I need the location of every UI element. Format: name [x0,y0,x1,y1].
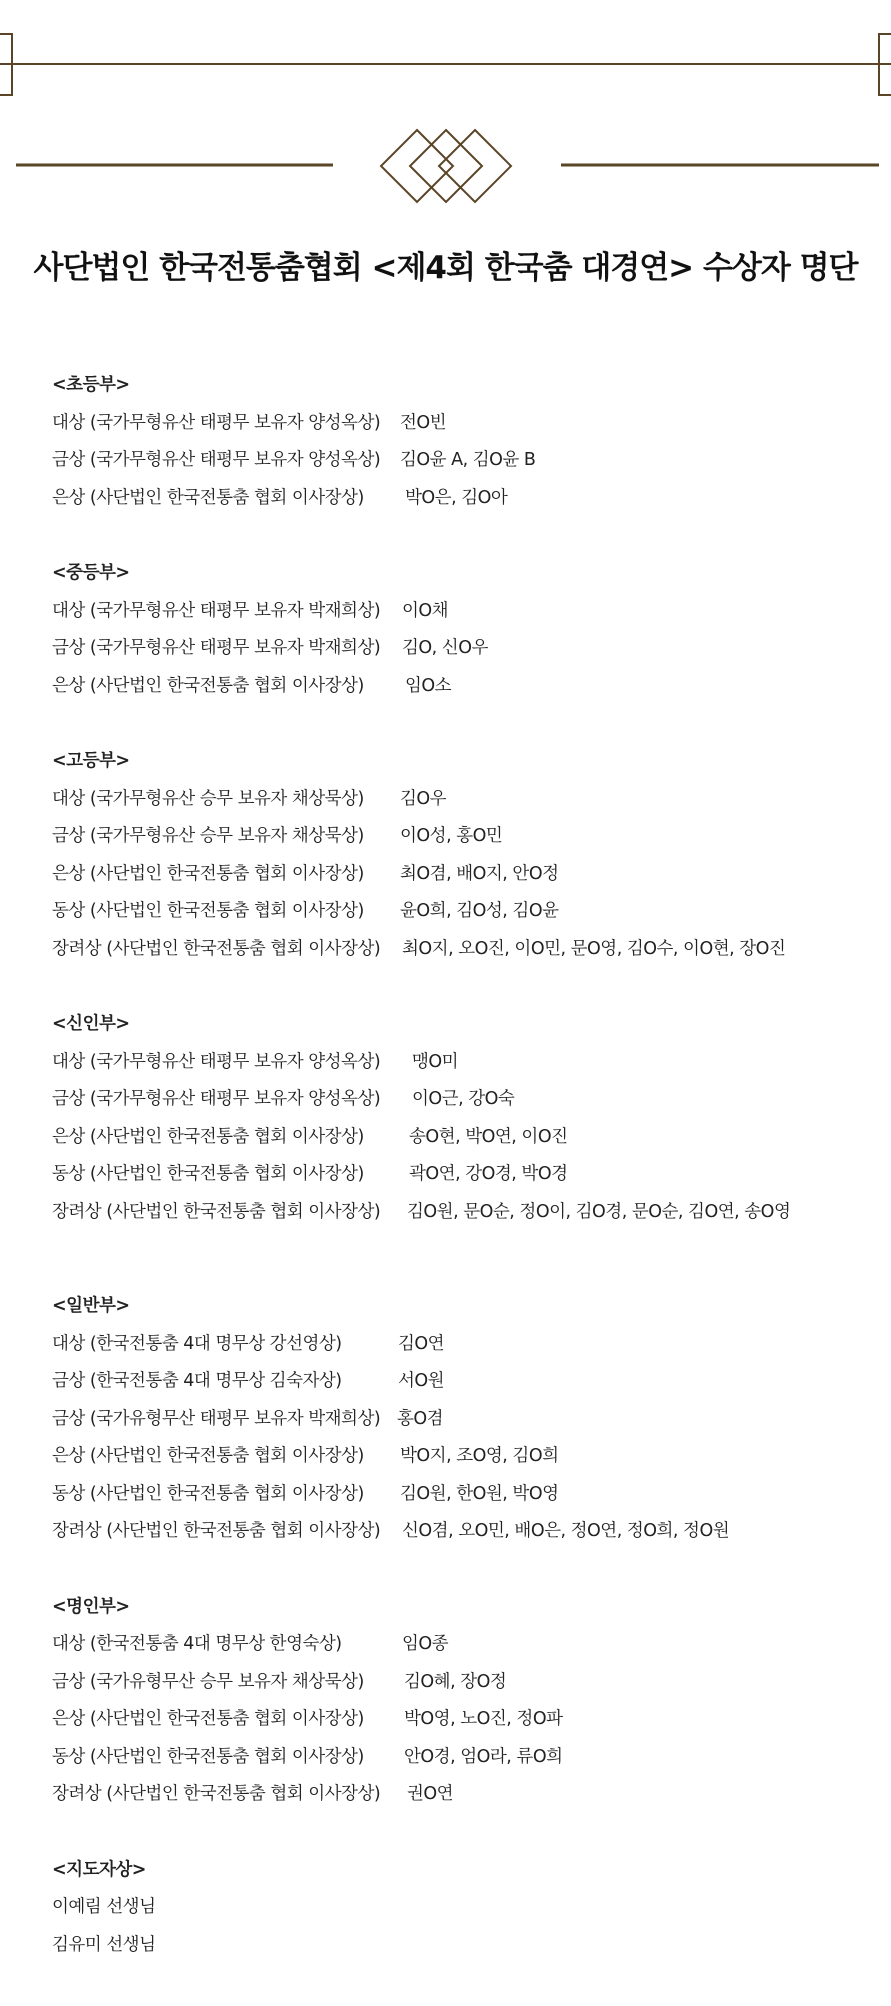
award-row [52,442,872,480]
award-row [52,1363,872,1401]
winner-names: 임O소 [405,675,452,696]
award-label: 동상 (사단법인 한국전통춤 협회 이사장상) [52,1483,364,1504]
award-label: 금상 (국가무형유산 승무 보유자 채상묵상) [52,826,364,846]
section-master [52,1589,872,1814]
winner-names: 김O혜, 장O정 [404,1671,507,1692]
winner-names: 신O겸, 오O민, 배O은, 정O연, 정O희, 정O원 [402,1521,730,1541]
award-label: 금상 (국가유형무산 태평무 보유자 박재희상) [52,1408,381,1429]
award-row [52,1776,872,1814]
award-row [52,1156,872,1194]
award-row [52,1626,872,1664]
award-row [52,1119,872,1157]
award-row [52,668,872,706]
award-label: 금상 (국가무형유산 태평무 보유자 박재희상) [52,638,381,658]
award-label: 대상 (국가무형유산 승무 보유자 채상묵상) [52,788,364,809]
award-row [52,630,872,668]
award-label: 대상 (국가무형유산 태평무 보유자 양성옥상) [52,1051,381,1072]
winner-names: 김O원, 문O순, 정O이, 김O경, 문O순, 김O연, 송O영 [407,1201,791,1222]
section-heading: <중등부> [52,563,130,583]
diamond-left [381,130,453,202]
award-row [52,931,872,969]
header-ornament [0,0,891,240]
winner-names: 김O윤 A, 김O윤 B [400,450,536,470]
section-newcomer [52,1006,872,1231]
page-title: 사단법인 한국전통춤협회 <제4회 한국춤 대경연> 수상자 명단 [33,250,858,286]
winner-names: 곽O연, 강O경, 박O경 [409,1164,568,1184]
teacher-name: 이예림 선생님 [52,1897,156,1917]
section-elementary [52,367,872,517]
award-row [52,1664,872,1702]
award-label: 대상 (한국전통춤 4대 명무상 한영숙상) [52,1634,342,1654]
winner-names: 임O종 [402,1634,449,1654]
award-label: 금상 (한국전통춤 4대 명무상 김숙자상) [52,1371,342,1391]
winner-names: 박O지, 조O영, 김O희 [400,1446,559,1466]
award-row [52,1194,872,1232]
winner-names: 서O원 [398,1371,445,1391]
winner-names: 김O연 [398,1333,445,1354]
award-label: 은상 (사단법인 한국전통춤 협회 이사장상) [52,863,364,884]
award-row [52,1513,872,1551]
winner-names: 이O성, 홍O민 [400,826,503,846]
award-row [52,1739,872,1777]
teacher-name: 김유미 선생님 [52,1934,156,1955]
award-label: 금상 (국가유형무산 승무 보유자 채상묵상) [52,1671,364,1692]
award-label: 장려상 (사단법인 한국전통춤 협회 이사장상) [52,1201,381,1222]
winner-names: 안O경, 엄O라, 류O희 [404,1746,563,1767]
winner-names: 맹O미 [412,1051,459,1072]
section-heading: <초등부> [52,375,130,395]
section-general [52,1288,872,1551]
award-label: 은상 (사단법인 한국전통춤 협회 이사장상) [52,1709,364,1729]
winner-names: 홍O겸 [397,1408,444,1429]
award-label: 은상 (사단법인 한국전통춤 협회 이사장상) [52,1126,364,1147]
diamond-center [410,130,482,202]
winner-names: 이O근, 강O숙 [412,1089,515,1109]
award-row [52,593,872,631]
winner-names: 권O연 [407,1784,454,1804]
diamond-right [439,130,511,202]
award-label: 장려상 (사단법인 한국전통춤 협회 이사장상) [52,1521,381,1541]
award-row [52,1326,872,1364]
section-teacher-award [52,1852,872,1965]
award-row [52,856,872,894]
section-heading: <고등부> [52,751,130,771]
award-row [52,405,872,443]
award-row [52,1081,872,1119]
section-middle [52,555,872,705]
winner-names: 김O원, 한O원, 박O영 [400,1483,559,1504]
section-heading: <지도자상> [52,1859,146,1880]
winner-names: 박O은, 김O아 [405,487,508,508]
section-heading: <일반부> [52,1296,130,1316]
award-row [52,1401,872,1439]
award-label: 대상 (국가무형유산 태평무 보유자 박재희상) [52,600,381,621]
award-label: 은상 (사단법인 한국전통춤 협회 이사장상) [52,1446,364,1466]
award-label: 금상 (국가무형유산 태평무 보유자 양성옥상) [52,450,381,470]
award-row [52,818,872,856]
award-label: 장려상 (사단법인 한국전통춤 협회 이사장상) [52,938,381,959]
section-heading: <명인부> [52,1596,130,1617]
award-label: 동상 (사단법인 한국전통춤 협회 이사장상) [52,901,364,921]
award-row [52,893,872,931]
award-label: 장려상 (사단법인 한국전통춤 협회 이사장상) [52,1784,381,1804]
award-label: 동상 (사단법인 한국전통춤 협회 이사장상) [52,1746,364,1767]
award-row [52,781,872,819]
award-row [52,1476,872,1514]
winner-names: 전O빈 [400,412,447,433]
award-row [52,1438,872,1476]
winner-names: 김O우 [400,788,447,809]
award-label: 금상 (국가무형유산 태평무 보유자 양성옥상) [52,1089,381,1109]
section-high [52,743,872,968]
award-label: 은상 (사단법인 한국전통춤 협회 이사장상) [52,675,364,696]
section-heading: <신인부> [52,1014,130,1034]
winner-names: 최O지, 오O진, 이O민, 문O영, 김O수, 이O현, 장O진 [402,938,786,959]
winner-names: 이O채 [402,600,449,621]
award-label: 은상 (사단법인 한국전통춤 협회 이사장상) [52,487,364,508]
award-row [52,1701,872,1739]
award-row [52,480,872,518]
award-label: 대상 (국가무형유산 태평무 보유자 양성옥상) [52,412,381,433]
award-row [52,1044,872,1082]
winner-names: 김O, 신O우 [402,638,488,658]
award-label: 동상 (사단법인 한국전통춤 협회 이사장상) [52,1164,364,1184]
winner-names: 윤O희, 김O성, 김O윤 [400,901,559,921]
winner-names: 박O영, 노O진, 정O파 [404,1709,563,1729]
award-list [52,367,872,2002]
award-label: 대상 (한국전통춤 4대 명무상 강선영상) [52,1333,342,1354]
winner-names: 송O현, 박O연, 이O진 [409,1126,568,1147]
winner-names: 최O겸, 배O지, 안O정 [400,863,559,884]
